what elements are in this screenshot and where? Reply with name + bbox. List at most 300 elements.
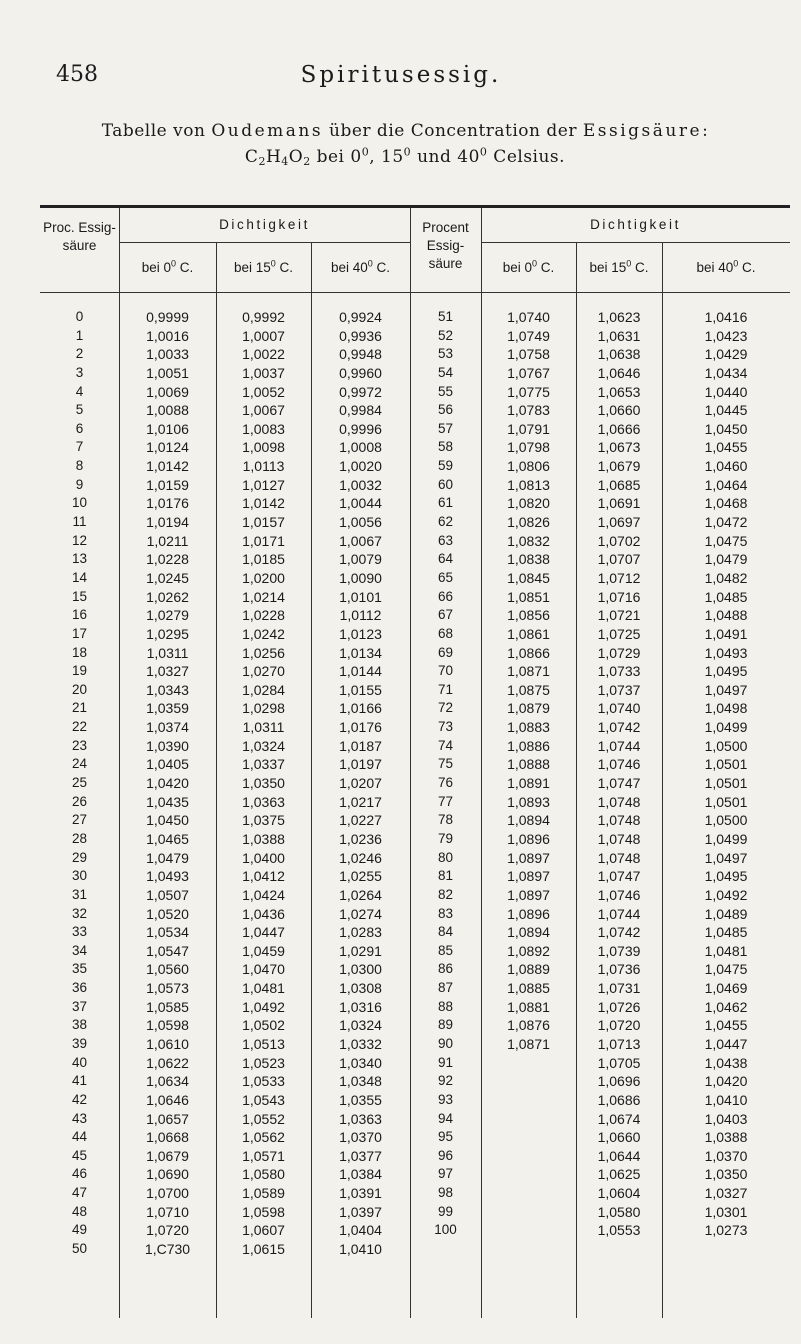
table-cell: 1,0707 [597,551,641,568]
header-proc-right: Procent Essig- säure [422,220,469,271]
table-cell: 1,0435 [146,793,189,810]
table-cell: 1,0144 [339,663,382,680]
table-cell: 1,0580 [597,1203,641,1220]
table-cell: 1,0533 [242,1073,285,1090]
table-cell: 22 [71,719,88,735]
table-cell: 49 [71,1222,88,1238]
table-cell: 78 [437,812,454,828]
table-cell: 1,0410 [339,1241,382,1258]
table-cell: 1,0308 [339,980,382,997]
table-cell: 1,0343 [146,681,189,698]
table-cell: 1,0896 [507,830,550,847]
table-cell: 0,9984 [339,402,382,419]
table-cell: 1,0571 [242,1147,285,1164]
table-cell: 83 [437,905,454,921]
table-cell: 1,0445 [704,402,748,419]
table-cell: 10 [71,495,88,511]
table-cell: 55 [437,383,454,399]
table-cell: 1,0497 [704,849,748,866]
table-cell: 1,0489 [704,905,748,922]
table-cell: 1,0742 [597,719,641,736]
table-cell: 1,0112 [339,607,382,624]
table-cell: 1,0894 [507,812,550,829]
table-cell: 1,0838 [507,551,550,568]
column-t40-right [662,308,790,1240]
table-cell: 59 [437,458,454,474]
table-cell: 1,0493 [146,868,189,885]
table-cell: 1,0113 [242,458,285,475]
table-cell: 1,0279 [146,607,189,624]
table-cell: 1,0337 [242,756,285,773]
table-cell: 1,0767 [507,364,550,381]
table-cell: 1,0500 [704,737,748,754]
table-cell: 24 [71,756,88,772]
table-cell: 1,0405 [146,756,189,773]
table-cell: 1,0881 [507,998,550,1015]
table-cell: 1,0273 [704,1222,748,1239]
table-cell: 1,0673 [597,439,641,456]
table-cell: 1,0791 [507,420,550,437]
table-cell: 1,0897 [507,868,550,885]
table-cell: 54 [437,364,454,380]
table-cell: 1,0702 [597,532,641,549]
table-cell: 1,0499 [704,719,748,736]
table-cell: 57 [437,420,454,436]
table-cell: 1,0897 [507,886,550,903]
table-cell: 1,0716 [597,588,641,605]
table-cell: 1,0598 [146,1017,189,1034]
table-cell: 1,0493 [704,644,748,661]
table-cell: 1,0236 [339,830,382,847]
table-cell: 1,0668 [146,1129,189,1146]
table-cell: 51 [437,309,454,324]
table-cell: 2 [75,346,84,362]
caption-text: über die Concentration der [323,121,583,141]
table-cell: 1,0646 [146,1091,189,1108]
table-cell: 1,0798 [507,439,550,456]
table-cell: 1,0388 [704,1129,748,1146]
table-cell: 1,0391 [339,1185,382,1202]
table-cell: 85 [437,942,454,958]
table-cell: 1,0501 [704,756,748,773]
table-cell: 1,0553 [597,1222,641,1239]
table-cell: 1,0134 [339,644,382,661]
table-cell: 1,0660 [597,402,641,419]
header-density-left: Dichtigkeit [219,217,310,232]
table-cell: 1,0455 [704,439,748,456]
table-cell: 1,0851 [507,588,550,605]
table-cell: 1,0501 [704,775,748,792]
table-cell: 1,0245 [146,569,189,586]
caption-text: Tabelle von [101,121,212,141]
table-cell: 1,0748 [597,812,641,829]
table-cell: 1,0507 [146,886,189,903]
table-cell: 1,0690 [146,1166,189,1183]
table-cell: 1,0479 [704,551,748,568]
table-cell: 1,0101 [339,588,382,605]
table-cell: 1,0485 [704,924,748,941]
table-cell: 90 [437,1035,454,1051]
table-cell: 1,0500 [704,812,748,829]
table-cell: 66 [437,588,454,604]
table-cell: 88 [437,998,454,1014]
table-cell: 1,0459 [242,942,285,959]
table-cell: 1,0634 [146,1073,189,1090]
table-cell: 1,0502 [242,1017,285,1034]
table-cell: 1,0475 [704,961,748,978]
table-cell: 1,0469 [704,980,748,997]
table-cell: 1,0464 [704,476,748,493]
table-cell: 1,0450 [146,812,189,829]
table-cell: 79 [437,830,454,846]
table-cell: 1,0876 [507,1017,550,1034]
table-cell: 1,0657 [146,1110,189,1127]
table-cell: 1,0813 [507,476,550,493]
table-cell: 73 [437,719,454,735]
table-cell: 39 [71,1035,88,1051]
table-cell: 1,0400 [242,849,285,866]
table-cell: 1,0403 [704,1110,748,1127]
table-cell: 97 [437,1166,454,1182]
column-t15-left [216,308,311,1259]
table-cell: 87 [437,980,454,996]
table-cell: 1,0350 [704,1166,748,1183]
table-cell: 0,9972 [339,383,382,400]
table-cell: 1,0547 [146,942,189,959]
table-cell: 1,0879 [507,700,550,717]
table-cell: 12 [71,532,88,548]
column-t40-left [311,308,410,1259]
table-cell: 43 [71,1110,88,1126]
table-cell: 74 [437,737,454,753]
table-cell: 1,0589 [242,1185,285,1202]
table-cell: 44 [71,1129,88,1145]
header-temp-0-right: bei $0^0$ C. [502,258,555,275]
table-cell: 1,0748 [597,849,641,866]
table-cell: 1,0679 [597,458,641,475]
table-cell: 1,0438 [704,1054,748,1071]
table-cell: 1,0740 [507,309,550,325]
table-cell: 1,0866 [507,644,550,661]
table-cell: 1,0327 [704,1185,748,1202]
running-title: Spiritusessig. [300,62,502,88]
table-cell: 1,0462 [704,998,748,1015]
table-cell: 16 [71,607,88,623]
table-cell: 1,0492 [704,886,748,903]
table-cell: 1,0375 [242,812,285,829]
table-cell: 1,0666 [597,420,641,437]
table-cell: 95 [437,1129,454,1145]
table-cell: 1,0127 [242,476,285,493]
table-cell: 48 [71,1203,88,1219]
table-cell: 1,0481 [242,980,285,997]
table-cell: 1,0465 [146,830,189,847]
table-cell: 1,0748 [597,830,641,847]
table-cell: 1,0434 [704,364,748,381]
table-cell: 75 [437,756,454,772]
table-cell: 1,0374 [146,719,189,736]
table-cell: 1,0742 [597,924,641,941]
table-cell: 45 [71,1147,88,1163]
table-cell: 1,0523 [242,1054,285,1071]
table-cell: 1,0733 [597,663,641,680]
table-cell: 1,0423 [704,327,748,344]
table-cell: 1,0420 [704,1073,748,1090]
table-cell: 1,0622 [146,1054,189,1071]
table-cell: 1,0214 [242,588,285,605]
column-proc-left [40,308,119,1259]
table-cell: 1,0327 [146,663,189,680]
table-cell: 1,0083 [242,420,285,437]
table-cell: 1,0892 [507,942,550,959]
table-cell: 1,0871 [507,1035,550,1052]
table-cell: 1,0783 [507,402,550,419]
caption-author: Oudemans [211,121,324,141]
table-cell: 1,0264 [339,886,382,903]
table-cell: 25 [71,775,88,791]
table-cell: 1,0481 [704,942,748,959]
table-cell: 1,0032 [339,476,382,493]
density-table [40,205,790,1325]
table-cell: 1,0420 [146,775,189,792]
table-cell: 1,0348 [339,1073,382,1090]
table-cell: 1,0499 [704,830,748,847]
caption-text: , 15 [369,147,404,167]
page-header [56,62,746,92]
table-cell: 1,0324 [339,1017,382,1034]
table-cell: 1,0217 [339,793,382,810]
table-cell: 0,9999 [146,309,189,325]
table-cell: 1,0775 [507,383,550,400]
table-cell: 1,0311 [146,644,189,661]
table-caption [40,118,770,170]
table-cell: 28 [71,830,88,846]
table-cell: 1,0679 [146,1147,189,1164]
table-cell: 1,0739 [597,942,641,959]
table-cell: 1,0270 [242,663,285,680]
table-cell: 1,0700 [146,1185,189,1202]
table-cell: 1,0274 [339,905,382,922]
table-cell: 72 [437,700,454,716]
table-cell: 1,0479 [146,849,189,866]
table-cell: 1,0227 [339,812,382,829]
table-cell: 34 [71,942,88,958]
table-cell: 1,0324 [242,737,285,754]
table-cell: 1,0185 [242,551,285,568]
header-temp-15-right: bei $15^0$ C. [589,258,649,275]
table-cell: 0 [75,309,84,324]
caption-text: und 40 [411,147,480,167]
table-cell: 84 [437,924,454,940]
table-cell: 1,0513 [242,1035,285,1052]
table-cell: 1,0429 [704,346,748,363]
table-cell: 1,0460 [704,458,748,475]
table-cell: 1,0311 [242,719,285,736]
table-cell: 1,0301 [704,1203,748,1220]
table-cell: 1,0826 [507,514,550,531]
table-cell: 1,0468 [704,495,748,512]
table-cell: 7 [75,439,84,455]
table-cell: 1,0142 [146,458,189,475]
table-cell: 1,0691 [597,495,641,512]
table-cell: 0,9948 [339,346,382,363]
table-cell: 1,0037 [242,364,285,381]
table-cell: 1,0758 [507,346,550,363]
table-cell: 1,0410 [704,1091,748,1108]
table-cell: 1,0712 [597,569,641,586]
table-cell: 0,9960 [339,364,382,381]
table-cell: 21 [71,700,88,716]
table-cell: 1,0885 [507,980,550,997]
table-cell: 11 [72,514,87,530]
table-cell: 1,0806 [507,458,550,475]
table-cell: 58 [437,439,454,455]
header-bottom-rule [40,292,790,293]
table-cell: 1,0157 [242,514,285,531]
table-cell: 1,0384 [339,1166,382,1183]
table-cell: 20 [71,681,88,697]
table-cell: 1,0069 [146,383,189,400]
table-cell: 1,0488 [704,607,748,624]
table-cell: 1,0194 [146,514,189,531]
table-cell: 1,0283 [339,924,382,941]
table-cell: 1,0713 [597,1035,641,1052]
table-cell: 14 [71,569,88,585]
table-cell: 1,0820 [507,495,550,512]
table-cell: 1,0726 [597,998,641,1015]
table-cell: 9 [75,476,84,492]
table-cell: 53 [437,346,454,362]
table-cell: 1,0187 [339,737,382,754]
caption-text: bei 0 [310,147,362,167]
header-temp-40-left: bei $40^0$ C. [330,258,391,275]
table-cell: 1,0171 [242,532,285,549]
chemical-formula: $C_2H_4O_2$ [244,147,311,168]
table-cell: 1,0720 [146,1222,189,1239]
table-cell: 1,0685 [597,476,641,493]
table-cell: 1,0638 [597,346,641,363]
table-cell: 31 [71,886,88,902]
table-cell: 3 [75,364,84,380]
table-cell: 1,0033 [146,346,189,363]
table-cell: 100 [434,1222,457,1238]
table-cell: 36 [71,980,88,996]
table-cell: 1,0159 [146,476,189,493]
table-cell: 1,0832 [507,532,550,549]
header-temp-15-left: bei $15^0$ C. [233,258,294,275]
table-cell: 1,0492 [242,998,285,1015]
table-cell: 1,0016 [146,327,189,344]
table-cell: 1,0646 [597,364,641,381]
table-cell: 1,0475 [704,532,748,549]
table-cell: 63 [437,532,454,548]
table-cell: 1,0256 [242,644,285,661]
table-cell: 1,0896 [507,905,550,922]
table-cell: 1,0370 [704,1147,748,1164]
table-cell: 1,0332 [339,1035,382,1052]
table-cell: 1,0749 [507,327,550,344]
table-cell: 1,0660 [597,1129,641,1146]
column-t15-right [576,308,662,1240]
table-cell: 19 [71,663,88,679]
table-cell: 1,C730 [144,1241,191,1258]
table-cell: 1,0653 [597,383,641,400]
column-t0-left [119,308,216,1259]
table-cell: 1,0436 [242,905,285,922]
table-cell: 1,0397 [339,1203,382,1220]
table-cell: 1,0560 [146,961,189,978]
table-cell: 1,0067 [242,402,285,419]
header-temp-0-left: bei $0^0$ C. [141,258,194,275]
table-cell: 1,0747 [597,775,641,792]
header-density-right: Dichtigkeit [590,217,681,232]
table-cell: 1,0412 [242,868,285,885]
table-cell: 0,9996 [339,420,382,437]
table-cell: 1,0155 [339,681,382,698]
table-cell: 1,0022 [242,346,285,363]
column-t0-right [481,308,576,1054]
table-cell: 18 [71,644,88,660]
table-cell: 80 [437,849,454,865]
table-cell: 1,0200 [242,569,285,586]
column-proc-right [410,308,481,1240]
table-cell: 52 [437,327,454,343]
table-cell: 1,0211 [146,532,189,549]
table-cell: 1,0197 [339,756,382,773]
table-cell: 1,0615 [242,1241,285,1258]
table-cell: 1,0284 [242,681,285,698]
table-cell: 1,0295 [146,625,189,642]
table-cell: 1,0891 [507,775,550,792]
table-cell: 61 [437,495,454,511]
table-cell: 1,0580 [242,1166,285,1183]
table-cell: 1,0291 [339,942,382,959]
table-cell: 1,0242 [242,625,285,642]
table-cell: 76 [437,775,454,791]
table-cell: 65 [437,569,454,585]
table-cell: 1,0710 [146,1203,189,1220]
table-cell: 1,0748 [597,793,641,810]
table-cell: 77 [437,793,454,809]
table-cell: 1,0008 [339,439,382,456]
table-cell: 1,0520 [146,905,189,922]
table-cell: 1,0744 [597,737,641,754]
header-proc-left: Proc. Essig- säure [43,220,116,253]
table-cell: 1,0585 [146,998,189,1015]
table-cell: 1,0888 [507,756,550,773]
table-cell: 1,0176 [339,719,382,736]
table-cell: 64 [437,551,454,567]
table-cell: 1,0886 [507,737,550,754]
table-cell: 1,0491 [704,625,748,642]
table-cell: 38 [71,1017,88,1033]
table-cell: 1,0363 [339,1110,382,1127]
table-cell: 1,0246 [339,849,382,866]
table-cell: 50 [71,1241,88,1257]
table-cell: 1,0721 [597,607,641,624]
table-cell: 94 [437,1110,454,1126]
table-cell: 1,0316 [339,998,382,1015]
table-cell: 1,0298 [242,700,285,717]
table-cell: 1,0300 [339,961,382,978]
table-cell: 1,0573 [146,980,189,997]
table-cell: 1,0631 [597,327,641,344]
table-cell: 1,0370 [339,1129,382,1146]
table-cell: 1,0607 [242,1222,285,1239]
table-cell: 1,0729 [597,644,641,661]
table-cell: 1,0350 [242,775,285,792]
table-cell: 1,0455 [704,1017,748,1034]
